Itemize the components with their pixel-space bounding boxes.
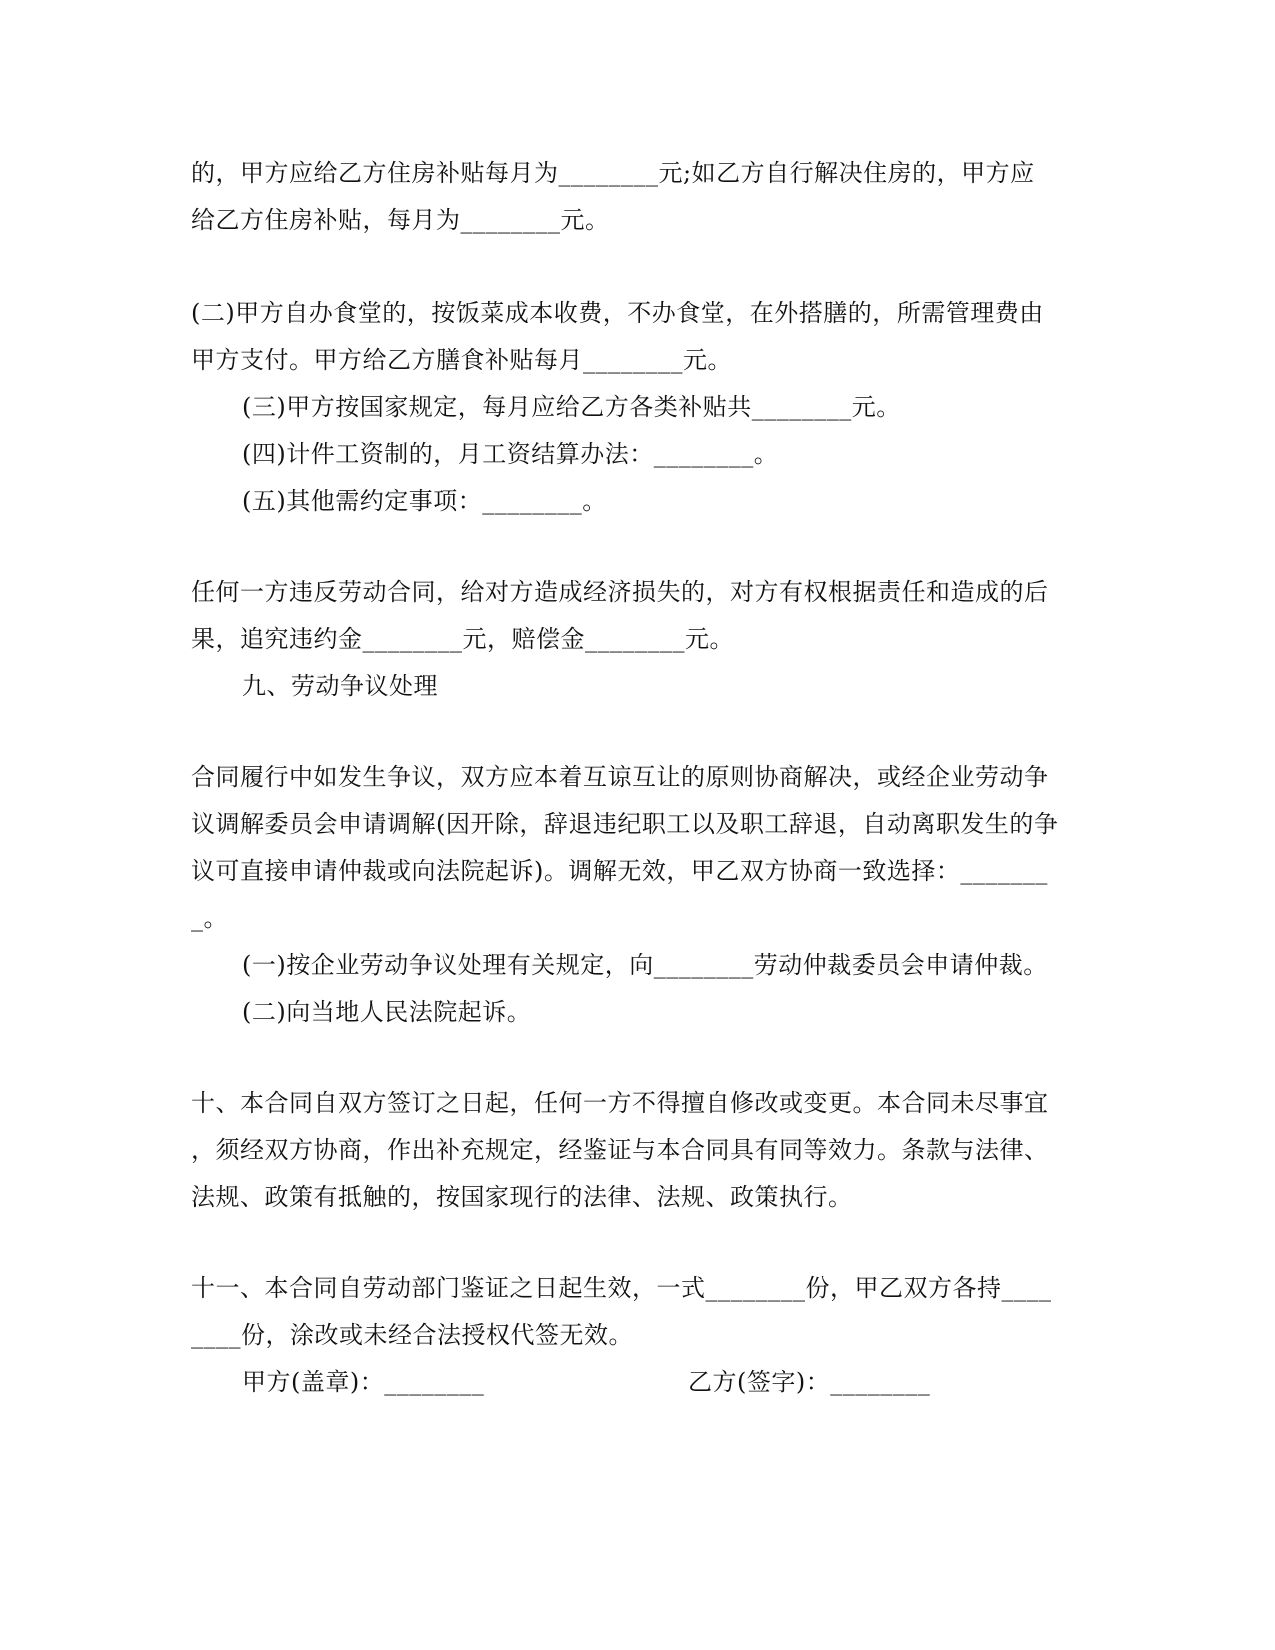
text-line-18: ，须经双方协商，作出补充规定，经鉴证与本合同具有同等效力。条款与法律、 bbox=[191, 1136, 1049, 1164]
section-heading-dispute: 九、劳动争议处理 bbox=[242, 672, 438, 700]
text-line-8: 任何一方违反劳动合同，给对方造成经济损失的，对方有权根据责任和造成的后 bbox=[191, 578, 1049, 606]
text-line-17: 十、本合同自双方签订之日起，任何一方不得擅自修改或变更。本合同未尽事宜 bbox=[191, 1089, 1049, 1117]
text-line-1: 的，甲方应给乙方住房补贴每月为________元;如乙方自行解决住房的，甲方应 bbox=[191, 159, 1035, 187]
text-line-15: (一)按企业劳动争议处理有关规定，向________劳动仲裁委员会申请仲裁。 bbox=[242, 951, 1048, 979]
text-line-7: (五)其他需约定事项：________。 bbox=[242, 487, 607, 515]
text-line-14: _。 bbox=[191, 904, 228, 932]
text-line-2: 给乙方住房补贴，每月为________元。 bbox=[191, 206, 610, 234]
text-line-19: 法规、政策有抵触的，按国家现行的法律、法规、政策执行。 bbox=[191, 1183, 853, 1211]
signature-party-b: 乙方(签字)：________ bbox=[688, 1368, 931, 1396]
text-line-5: (三)甲方按国家规定，每月应给乙方各类补贴共________元。 bbox=[242, 393, 901, 421]
text-line-13: 议可直接申请仲裁或向法院起诉)。调解无效，甲乙双方协商一致选择：_______ bbox=[191, 857, 1048, 885]
text-line-16: (二)向当地人民法院起诉。 bbox=[242, 998, 532, 1026]
text-line-9: 果，追究违约金________元，赔偿金________元。 bbox=[191, 625, 734, 653]
text-line-20: 十一、本合同自劳动部门鉴证之日起生效，一式________份，甲乙双方各持____ bbox=[191, 1274, 1052, 1302]
signature-party-a: 甲方(盖章)：________ bbox=[242, 1368, 485, 1396]
text-line-4: 甲方支付。甲方给乙方膳食补贴每月________元。 bbox=[191, 346, 732, 374]
text-line-21: ____份，涂改或未经合法授权代签无效。 bbox=[191, 1321, 633, 1349]
text-line-12: 议调解委员会申请调解(因开除，辞退违纪职工以及职工辞退，自动离职发生的争 bbox=[191, 810, 1059, 838]
text-line-11: 合同履行中如发生争议，双方应本着互谅互让的原则协商解决，或经企业劳动争 bbox=[191, 763, 1049, 791]
text-line-6: (四)计件工资制的，月工资结算办法：________。 bbox=[242, 440, 779, 468]
text-line-3: (二)甲方自办食堂的，按饭菜成本收费，不办食堂，在外搭膳的，所需管理费由 bbox=[191, 299, 1044, 327]
